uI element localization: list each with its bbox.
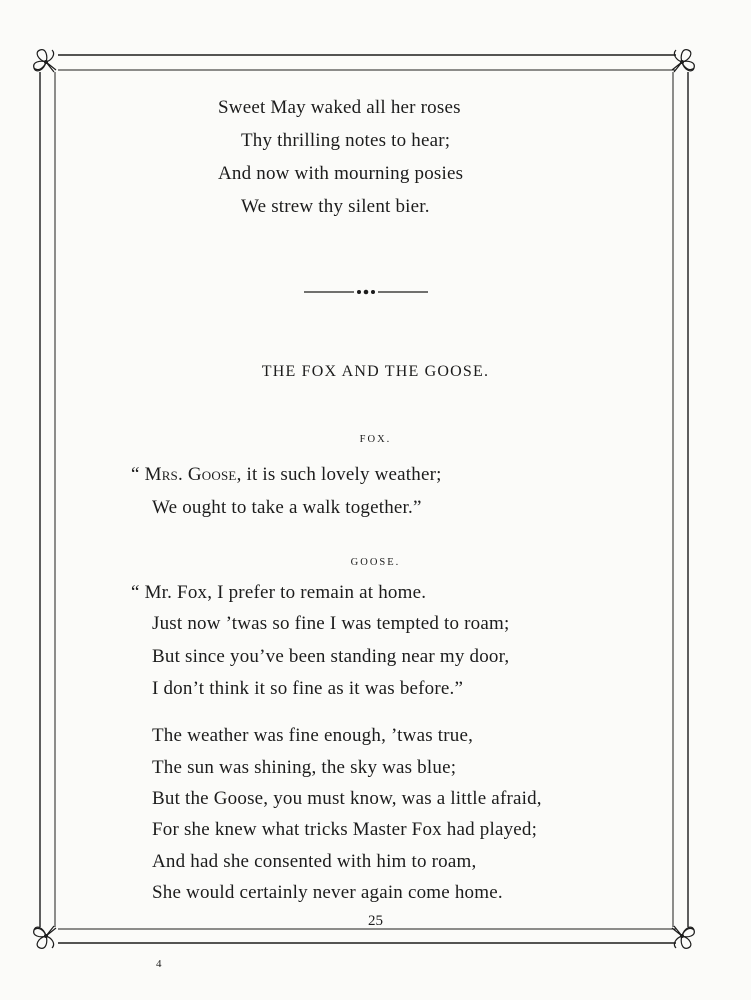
narration-line: And had she consented with him to roam, (152, 851, 477, 872)
ornamental-divider (304, 285, 428, 299)
narration-line: The sun was shining, the sky was blue; (152, 757, 457, 778)
speaker-goose: GOOSE. (350, 557, 401, 568)
narration-line: For she knew what tricks Master Fox had played; (152, 819, 538, 840)
poem-line: We strew thy silent bier. (241, 196, 430, 217)
page-number: 25 (368, 913, 383, 929)
poem-line: Thy thrilling notes to hear; (241, 130, 451, 151)
open-quote: “ (131, 464, 145, 485)
goose-line: But since you’ve been standing near my door, (152, 646, 510, 667)
poem-line: Sweet May waked all her roses (218, 97, 461, 118)
narration-line: She would certainly never again come home. (152, 882, 503, 903)
fox-line-rest: , it is such lovely weather; (236, 464, 442, 485)
narration-line: The weather was fine enough, ’twas true, (152, 725, 474, 746)
addressee-name: Mrs. Goose (144, 464, 237, 485)
fox-line: We ought to take a walk together.” (152, 497, 422, 518)
section-title: THE FOX AND THE GOOSE. (261, 363, 490, 380)
signature-mark: 4 (156, 958, 162, 970)
narration-line: But the Goose, you must know, was a little afraid, (152, 788, 542, 809)
poem-line: And now with mourning posies (218, 163, 464, 184)
corner-ornament-top-left (34, 50, 56, 72)
speaker-fox: FOX. (359, 434, 392, 445)
goose-line: Just now ’twas so fine I was tempted to roam; (152, 613, 510, 634)
goose-line: “ Mr. Fox, I prefer to remain at home. (131, 582, 427, 603)
corner-ornament-top-right (672, 50, 694, 72)
goose-line: I don’t think it so fine as it was before.” (152, 678, 464, 699)
fox-line (131, 463, 442, 487)
